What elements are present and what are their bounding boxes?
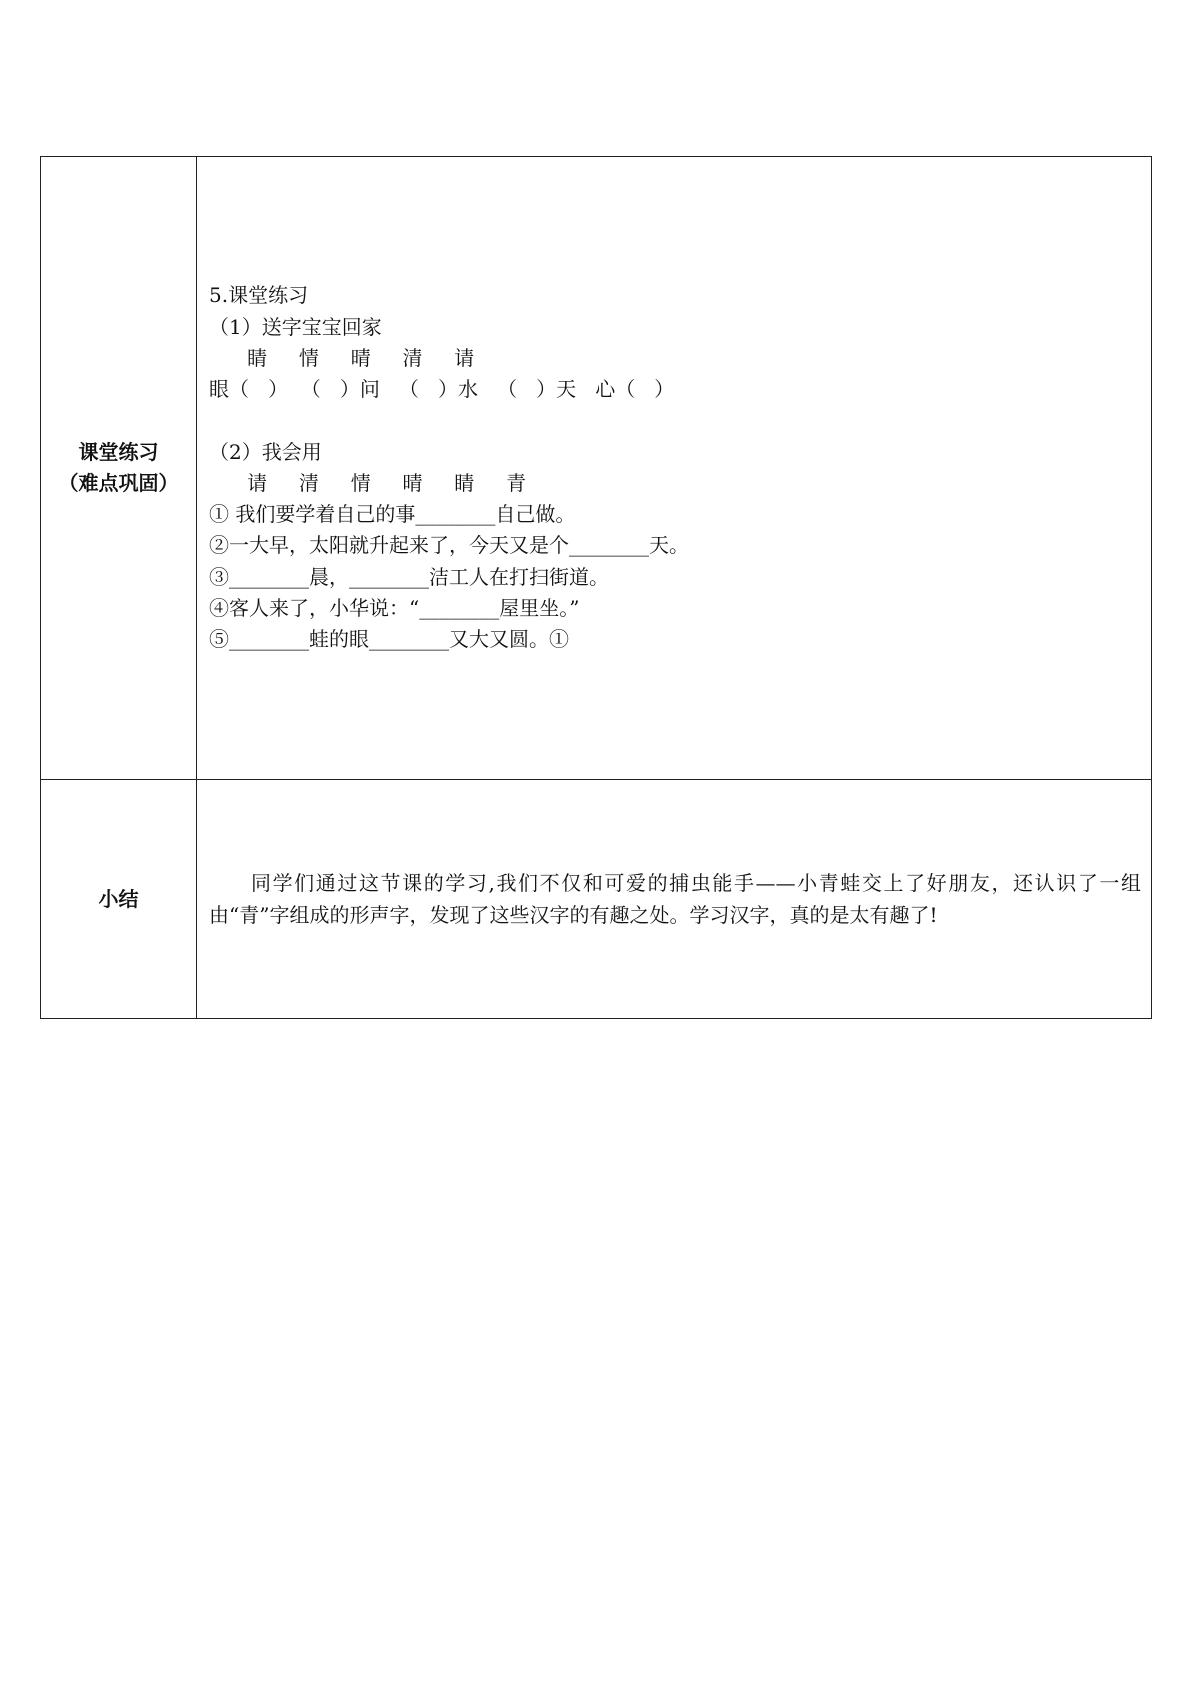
row-label-line: （难点巩固） bbox=[58, 471, 179, 495]
exercise-heading: 5.课堂练习 bbox=[209, 283, 309, 308]
word-bank: 睛 情 晴 清 请 bbox=[209, 345, 475, 370]
row-label-line: 小结 bbox=[98, 886, 139, 911]
word-bank: 请 清 情 晴 睛 青 bbox=[209, 470, 527, 495]
fill-in-line: 眼（ ） （ ）问 （ ）水 （ ）天 心（ ） bbox=[209, 377, 675, 402]
sentence-item: ②一大早，太阳就升起来了，今天又是个________天。 bbox=[209, 533, 689, 558]
sentence-item: ④客人来了，小华说：“________屋里坐。” bbox=[209, 596, 580, 621]
exercise-subheading: （2）我会用 bbox=[209, 439, 322, 464]
exercise-subheading: （1）送字宝宝回家 bbox=[209, 314, 382, 339]
summary-content-cell bbox=[197, 780, 1152, 1019]
row-label-line: 课堂练习 bbox=[78, 440, 159, 464]
practice-content bbox=[197, 280, 1151, 655]
spacer bbox=[209, 406, 1141, 437]
summary-paragraph: 同学们通过这节课的学习,我们不仅和可爱的捕虫能手——小青蛙交上了好朋友，还认识了一组由“青”字组成的形声字，发现了这些汉字的有趣之处。学习汉字，真的是太有趣了! bbox=[209, 871, 1141, 927]
practice-content-cell bbox=[197, 157, 1152, 780]
table-row-summary bbox=[41, 780, 1152, 1019]
lesson-table bbox=[40, 156, 1152, 1019]
sentence-item: ③________晨，________洁工人在打扫街道。 bbox=[209, 564, 609, 589]
row-label-summary bbox=[41, 780, 197, 1019]
table-row-practice bbox=[41, 157, 1152, 780]
row-label-practice bbox=[41, 157, 197, 780]
sentence-item: ⑤________蛙的眼________又大又圆。① bbox=[209, 627, 569, 652]
sentence-item: ① 我们要学着自己的事________自己做。 bbox=[209, 502, 576, 527]
